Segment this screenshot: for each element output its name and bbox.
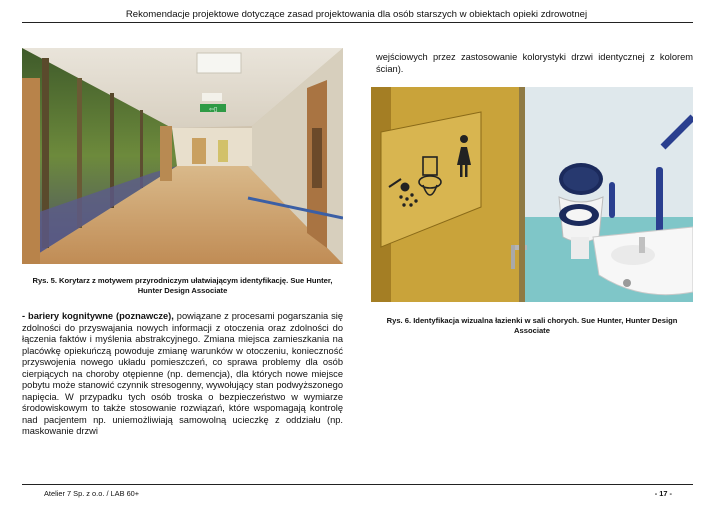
figure-5-corridor-photo: [22, 48, 343, 264]
section-paragraph: powiązane z procesami pogarszania się zdolności do przyswajania nowych informacji z otoczenia oraz zdolności do łączenia faktów i myślenia abstrakcyjnego. Zmiana miejsca zamieszkania na placówkę opiekuńczą powoduje zmianę warunków w otoczeniu, konieczność przyswojenia nowego układu pomieszczeń, co sprawa problemy dla osób cierpiących na choroby otępienne (np. demencja), dla których nowe miejsce pobytu może stanowić czynnik stresogenny, wywołujący stan podwyższonego napięcia. W przypadku tych osób troska o bezpieczeństwo w wymiarze środowiskowym to także stosowanie rozwiązań, które wspomagają kontrolę nad pacjentem np. uniemożliwiają samowolną ucieczkę z oddziału (np. maskowanie drzwi: [22, 311, 344, 436]
right-column-text: wejściowych przez zastosowanie kolorystyki drzwi identycznej z kolorem ścian).: [376, 52, 693, 74]
figure-6-caption: Rys. 6. Identyfikacja wizualna łazienki w sali chorych. Sue Hunter, Hunter Design Associate: [386, 316, 678, 335]
footer-divider: [22, 484, 693, 485]
page-number: - 17 -: [654, 489, 672, 498]
left-column-text: [22, 311, 343, 438]
exit-sign-icon: ⇦▯: [208, 106, 218, 113]
header-divider: [22, 22, 693, 23]
figure-5-caption: Rys. 5. Korytarz z motywem przyrodniczym ułatwiającym identyfikację. Sue Hunter, Hunter Design Associate: [32, 276, 333, 295]
figure-6-bathroom-photo: [371, 87, 693, 302]
footer-publisher: Atelier 7 Sp. z o.o. / LAB 60+: [44, 489, 140, 498]
header-title: Rekomendacje projektowe dotyczące zasad projektowania dla osób starszych w obiektach opieki zdrowotnej: [125, 9, 588, 20]
section-lead: - bariery kognitywne (poznawcze),: [22, 311, 174, 321]
